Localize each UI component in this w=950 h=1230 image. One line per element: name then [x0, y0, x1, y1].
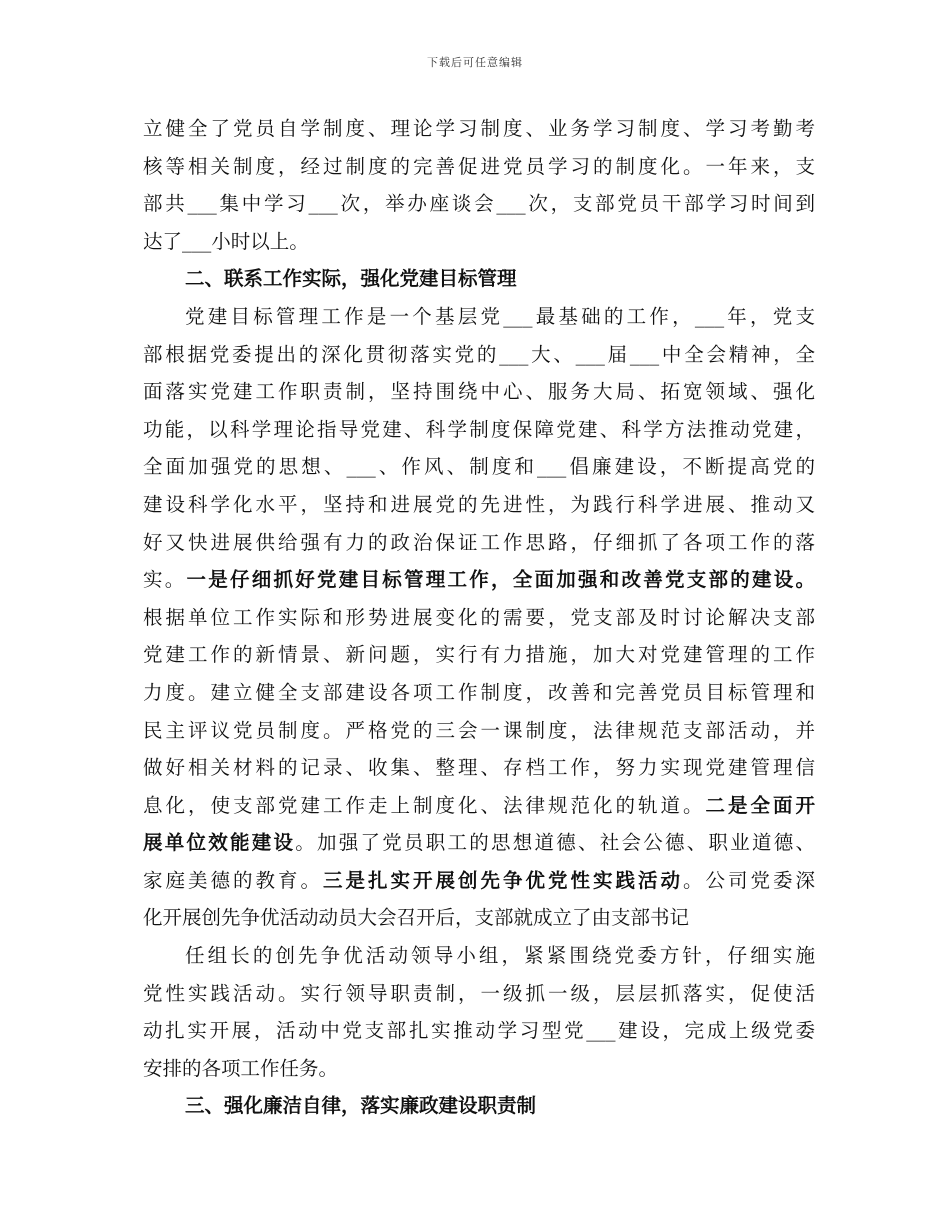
text-run: 实。: [143, 568, 187, 592]
text-line: 党性实践活动。实行领导职责制，一级抓一级，层层抓落实，促使活: [143, 981, 815, 1005]
page-header-note: 下载后可任意编辑: [427, 56, 523, 69]
text-line-mixed: [143, 862, 815, 900]
text-line: 全面加强党的思想、___、作风、制度和___倡廉建设，不断提高党的: [143, 455, 815, 479]
document-body: [143, 110, 815, 1125]
text-line: 核等相关制度，经过制度的完善促进党员学习的制度化。一年来，支: [143, 154, 815, 178]
text-line: 安排的各项工作任务。: [143, 1056, 339, 1080]
text-line-mixed: [143, 824, 815, 862]
text-line: 党建工作的新情景、新问题，实行有力措施，加大对党建管理的工作: [143, 643, 815, 667]
text-line: 化开展创先争优活动动员大会召开后，支部就成立了由支部书记: [143, 906, 690, 930]
text-line: 党建目标管理工作是一个基层党___最基础的工作，___年，党支: [185, 304, 815, 328]
text-run: 息化，使支部党建工作走上制度化、法律规范化的轨道。: [143, 793, 706, 817]
bold-text-run: 二是全面开: [705, 793, 815, 817]
text-run: 。公司党委深: [682, 868, 815, 892]
text-run: 。: [795, 568, 815, 592]
text-line: 力度。建立健全支部建设各项工作制度，改善和完善党员目标管理和: [143, 680, 815, 704]
text-line: 民主评议党员制度。严格党的三会一课制度，法律规范支部活动，并: [143, 718, 815, 742]
text-line-mixed: [143, 561, 815, 599]
section-heading-2: 二、联系工作实际，强化党建目标管理: [185, 267, 517, 291]
bold-text-run: 展单位效能建设: [143, 831, 296, 855]
bold-text-run: 一是仔细抓好党建目标管理工作，全面加强和改善党支部的建设: [186, 568, 796, 592]
text-line: 立健全了党员自学制度、理论学习制度、业务学习制度、学习考勤考: [143, 117, 815, 140]
text-run: 。加强了党员职工的思想道德、社会公德、职业道德、: [295, 831, 815, 855]
text-line: 做好相关材料的记录、收集、整理、存档工作，努力实现党建管理信: [143, 756, 815, 780]
text-line: 任组长的创先争优活动领导小组，紧紧围绕党委方针，仔细实施: [185, 944, 815, 968]
text-line: 建设科学化水平，坚持和进展党的先进性，为践行科学进展、推动又: [143, 492, 815, 516]
text-line: 动扎实开展，活动中党支部扎实推动学习型党___建设，完成上级党委: [143, 1019, 815, 1043]
text-line: 部根据党委提出的深化贯彻落实党的___大、___届___中全会精神，全: [143, 342, 815, 366]
text-line: 面落实党建工作职责制，坚持围绕中心、服务大局、拓宽领域、强化: [143, 380, 815, 404]
bold-text-run: 三是扎实开展创先争优党性实践活动: [323, 868, 683, 892]
section-heading-3: 三、强化廉洁自律，落实廉政建设职责制: [185, 1094, 537, 1118]
text-line: 根据单位工作实际和形势进展变化的需要，党支部及时讨论解决支部: [143, 605, 815, 629]
text-line-mixed: [143, 787, 815, 825]
text-line: 部共___集中学习___次，举办座谈会___次，支部党员干部学习时间到: [143, 192, 815, 216]
text-line: 功能，以科学理论指导党建、科学制度保障党建、科学方法推动党建，: [143, 417, 815, 441]
text-line: 达了___小时以上。: [143, 229, 309, 253]
text-line: 好又快进展供给强有力的政治保证工作思路，仔细抓了各项工作的落: [143, 530, 815, 554]
text-run: 家庭美德的教育。: [143, 868, 323, 892]
